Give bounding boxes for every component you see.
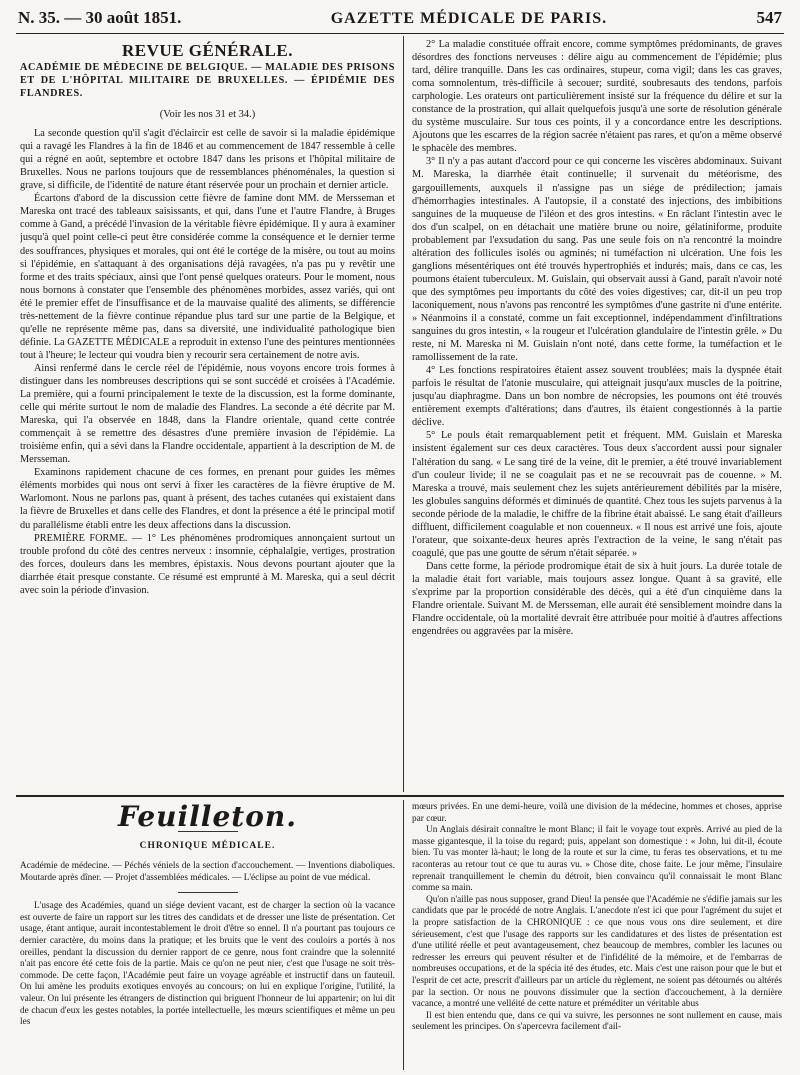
revue-reference: (Voir les nos 31 et 34.) [159,109,256,121]
feuilleton-paragraph: Il est bien entendu que, dans ce qui va suivre, les personnes ne sont nullement en cause, mais seulement les principes. On s'apercevra facilement d'ail- [412,1010,782,1033]
column-divider [403,36,404,792]
header-rule [16,33,784,34]
revue-paragraph: Examinons rapidement chacune de ces formes, en prenant pour guides les mêmes éléments morbides qui nous ont servi à fixer les caractères de la fièvre éruptive de M. Warlomont. Nous ne parlons pas, quant à présent, des taches cutanées qui existaient dans la fièvre de Bruxelles et dans celle des Flandres, et dont la présence a été le principal motif du parallélisme établi entre les deux affections dans la discussion. [20,467,395,531]
feuilleton-separator [16,795,784,797]
feuilleton-right-column [412,802,782,1070]
revue-left-column [20,38,395,790]
feuilleton-paragraph: Qu'on n'aille pas nous supposer, grand Dieu! la pensée que l'Académie ne s'édifie jamais sur les candidats que par le procédé de notre Anglais. L'anecdote n'est ici que pour l'agrément du sujet et la propre satisfaction de la CHRONIQUE : ce que nous vous ons dire seulement, et dire sérieusement, c'est que l'usage des rapports sur les candidatures et des listes de présentation est d'une utilité réelle et peut avantageusement, chez beaucoup de membres, combler les lacunes ou redresser les erreurs qui peuvent résulter et de l'infidélité de la mémoire, et de l'embarras de nombreuses occupations, et de la spécia ité des études, etc. Mais c'est une raison pour que le but et l'esprit de cet acte, prescrit d'ailleurs par un article du règlement, ne soient pas détournés ou altérés par la section. Or nous ne pouvons dissimuler que la section d'accouchement, à la dernière vacance, a montré une velléité de cette nature et préméditer un véritable abus [412,894,782,1010]
revue-subtitle: ACADÉMIE DE MÉDECINE DE BELGIQUE. — MALADIE DES PRISONS ET DE L'HÔPITAL MILITAIRE DE BRUXELLES. — ÉPIDÉMIE DES FLANDRES. [20,62,395,100]
chronique-heading: CHRONIQUE MÉDICALE. [139,841,276,852]
feuilleton-title: Feuilleton. [118,802,297,833]
page-number: 547 [756,8,782,27]
revue-paragraph: Écartons d'abord de la discussion cette fièvre de famine dont MM. de Mersseman et Mareska ont tracé des tableaux saisissants, et qui, dans l'une et l'autre Flandre, à Bruges comme à Gand, a précédé l'invasion de la véritable fièvre épidémique. Il y aura à examiner jusqu'à quel point celle-ci peut être considérée comme la conséquence et le dernier terme des souffrances, physiques et morales, qui ont été le cortége de la misère, ou tout au moins si l'épidémie, en s'attaquant à des organisations déjà ravagées, n'a pas pu y revêtir une forme et des traits spéciaux, ainsi que l'ont pensé quelques orateurs. Pour le moment, nous nous bornons à constater que l'ensemble des phénomènes morbides, assez variés, qui ont été le premier effet de l'insuffisance et de la mauvaise qualité des aliments, se différencie très-nettement de la fièvre continue répandue plus tard sur une partie de la Belgique, et qu'elle ne représente même pas, dans sa diversité, une individualité pathologique bien définie. La GAZETTE MÉDICALE a reproduit in extenso l'une des peintures mentionnées tout à l'heure; le lecteur qui voudra bien y recourir sera certainement de notre avis. [20,193,395,361]
feuilleton-paragraph: mœurs privées. En une demi-heure, voilà une division de la médecine, hommes et choses, apprise par cœur. [412,802,782,824]
summary-rule [178,892,238,893]
column-divider [403,800,404,1070]
revue-right-column [412,38,782,790]
revue-paragraph: La seconde question qu'il s'agit d'éclaircir est celle de savoir si la maladie épidémique qui a ravagé les Flandres à la fin de 1846 et au commencement de 1847 ressemble à celle qui a régné en août, septembre et octobre 1847 dans les prisons et l'hôpital militaire de Bruxelles. Nous ne parlons toujours que de ressemblances phénoménales, la question si grave, si difficile, de l'identité de nature étant réservée pour un prochain et dernier article. [20,128,395,192]
revue-paragraph: PREMIÈRE FORME. — 1° Les phénomènes prodromiques annonçaient surtout un trouble profond du côté des centres nerveux : insomnie, céphalalgie, vertiges, prostration des forces, douleurs dans les membres, épistaxis. Nous devons pourtant ajouter que la diarrhée était presque constante. Ce résumé est emprunté à M. Mareska, qui a seul décrit avec soin la période d'invasion. [20,532,395,596]
revue-paragraph: 4° Les fonctions respiratoires étaient assez souvent troublées; mais la dyspnée était parfois le résultat de l'atonie musculaire, qui atteignait jusqu'aux muscles de la poitrine, jusqu'au diaphragme. Dans un bon nombre de nécropsies, les poumons ont été trouvés entièrement exempts d'altérations; dans d'autres, ils étaient congestionnés à la partie déclive. [412,365,782,429]
revue-paragraph: Dans cette forme, la période prodromique était de six à huit jours. La durée totale de la maladie était fort variable, mais toujours assez longue. Quant à sa gravité, elle s'exprime par la proportion considérable des décès, qui a été d'un cinquième dans la Flandre orientale. Suivant M. de Mersseman, elle aurait été sensiblement moindre dans la Flandre occidentale, où la mortalité devrait être attribuée pour moitié à d'autres affections engendrées ou aggravées par la misère. [412,560,782,638]
revue-title: REVUE GÉNÉRALE. [122,41,293,60]
feuilleton-paragraph: Un Anglais désirait connaître le mont Blanc; il fait le voyage tout exprès. Arrivé au pied de la masse gigantesque, il la toise du regard; puis, appelant son domestique : « John, lui dit-il, écoute bien. Tu vas monter là-haut; le long de la route et sur la cime, tu feras tes observations, et tu me raconteras au retour tout ce que tu auras vu. » Chose dite, chose faite. Le jour même, l'insulaire reprenait tranquillement le chemin du détroit, bien convaincu qu'il connaissait le mont Blanc comme sa main. [412,825,782,894]
revue-paragraph: 5° Le pouls était remarquablement petit et fréquent. MM. Guislain et Mareska insistent également sur ces deux caractères. Tous deux s'accordent aussi pour signaler l'altération du sang. « Le sang tiré de la veine, dit le premier, a été trouvé invariablement d'un couleur livide; il ne se coagulait pas et ne se recouvrait pas de couenne. » M. Mareska a trouvé, mais seulement chez les sujets antérieurement débilités par la misère, les globules sanguins déformés et diminués de quantité. Chez tous les sujets parvenus à la seconde période de la maladie, le chiffre de la fibrine était abaissé. Le sang était d'ailleurs diffluent, difficilement coagulable et non couenneux. « Il nous est arrivé une fois, ajoute l'orateur, que soixante-deux heures après l'extraction de la veine, le sang n'était pas coagulé, que pas une goutte de sérum n'était séparée. » [412,430,782,559]
masthead [18,8,782,30]
revue-paragraph: 3° Il n'y a pas autant d'accord pour ce qui concerne les viscères abdominaux. Suivant M. Mareska, la diarrhée était continuelle; il survenait du météorisme, des gargouillements, auxquels il n'assigne pas un siége de prédilection; jamais d'hémorrhagies intestinales. A l'autopsie, il a constaté des injections, des imbibitions sanguines de la muqueuse de l'iléon et des gros intestins. « En râclant l'intestin avec le dos d'un scalpel, on en détachait une matière brune ou noire, gélatiniforme, produite probablement par l'exsudation du sang. Pas une seule fois on n'a rencontré la moindre altération des follicules isolés ou agminés; ni tuméfaction ni ulcération. Une fois les ganglions mésentériques ont été trouvés hypertrophiés et indurés; mais, dans ce cas, les poumons étaient tuberculeux. M. Guislain, qui observait aussi à Gand, paraît n'avoir noté que des symptômes peu importants du côté des voies digestives; car, dit-il un peu trop laconiquement, nous n'avons pas rencontré les symptômes d'une gastrite ni d'une entérite. » Néanmoins il a constaté, comme un fait exceptionnel, indépendamment d'infiltrations sanguines du gros intestin, « la rougeur et l'ulcération glandulaire de l'intestin grêle. » Du reste, ni M. Mareska ni M. Guislain n'ont noté, dans cette forme, la tuméfaction et le ramollissement de la rate. [412,156,782,364]
journal-title: GAZETTE MÉDICALE DE PARIS. [330,10,608,27]
revue-paragraph: Ainsi renfermé dans le cercle réel de l'épidémie, nous voyons encore trois formes à distinguer dans les nombreuses descriptions qui se sont succédé et croisées à l'Académie. La première, qui a fourni principalement le texte de la discussion, est la forme dominante, celle qui mérite surtout le nom de maladie des Flandres. La seconde a été décrite par M. Mareska, qui l'a observée en 1848, dans la Flandre orientale, quand cette contrée commençait à se remettre des désastres d'une première invasion de l'épidémie. La troisième enfin, qui a sévi dans la Flandre occidentale, appartient à la description de M. de Mersseman. [20,362,395,466]
revue-paragraph: 2° La maladie constituée offrait encore, comme symptômes prédominants, de graves désordres des fonctions nerveuses : délire aigu au commencement de l'épidémie; plus tard, délire tranquille. Dans les cas ordinaires, stupeur, coma vigil; dans les cas graves, coma somnolentum, très-difficile à secouer; surdité, soubresauts des tendons, parfois carphologie. Les orateurs ont particulièrement insisté sur la fréquence du délire et sur la constance de la prostration, qui allait quelquefois jusqu'à une sorte de résolution générale du système musculaire. Sur tous ces points, il y a concordance entre les descriptions. Ajoutons que les escarres de la région sacrée n'étaient pas rares, et qu'on a même observé le sphacèle des membres. [412,39,782,155]
feuilleton-left-column [20,802,395,1070]
chronique-summary: Académie de médecine. — Péchés véniels de la section d'accouchement. — Inventions diaboliques. Moutarde après dîner. — Projet d'assemblées médicales. — L'éclipse au point de vue médical. [20,861,395,883]
issue-number: N. 35. — 30 août 1851. [18,8,182,27]
feuilleton-paragraph: L'usage des Académies, quand un siége devient vacant, est de charger la section où la vacance est ouverte de faire un rapport sur les titres des candidats et de dresser une liste de présentation. Cet usage, étant antique, aurait incontestablement le droit d'être so ennel. Il n'a pourtant pas toujours ce dernier caractère, du moins dans la pratique; et les bruits que le vent des couloirs a portés à nos oreilles, pendant la discussion du dernier rapport de ce genre, nous font craindre que la solennité n'ait pas encore été cette fois de la partie. Mais ce qu'on ne peut nier, c'est que l'usage ne soit très-commode. De cette façon, l'Académie peut faire un voyage agréable et instructif dans un fauteuil. On lui amène les produits exotiques envoyés au concours; on lui en explique l'origine, l'utilité, la valeur. On lui présente les étrangers de distinction qui briguent l'honneur de lui appartenir; on lui dit de chacun d'eux les gestes notables, la portée intellectuelle, les mœurs scientifiques et même un peu les [20,901,395,1028]
